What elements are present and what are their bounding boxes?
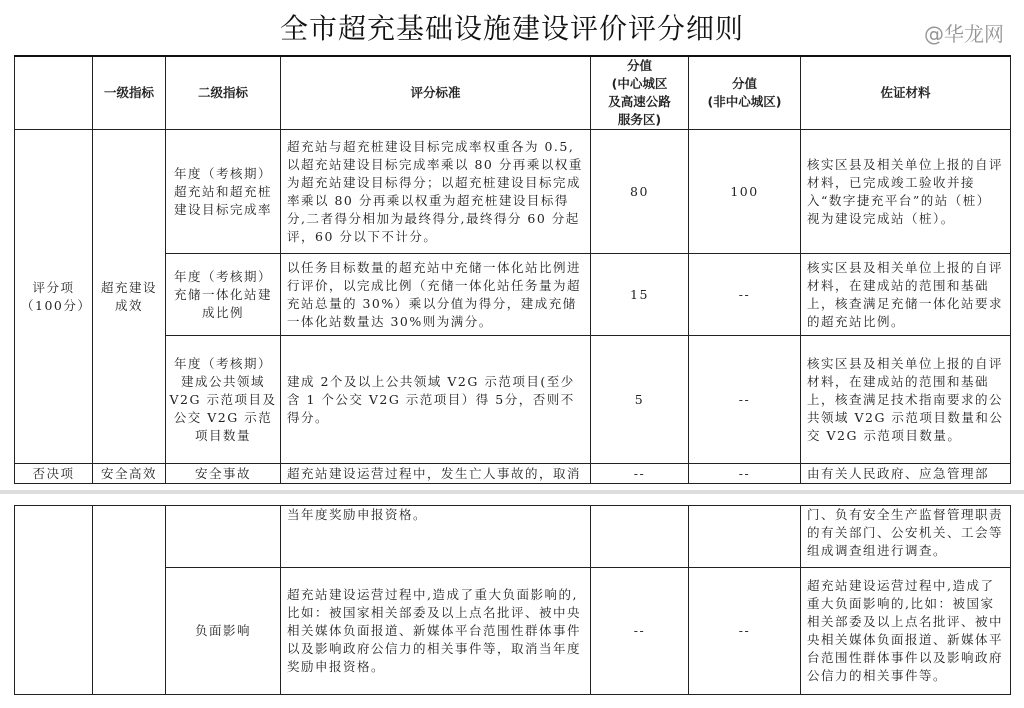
header-criteria: 评分标准 [281,56,591,130]
score-noncentral-cell: 100 [689,130,801,254]
score-noncentral-cell: -- [689,464,801,484]
score-noncentral-cell [689,506,801,568]
level2-cell: 年度（考核期） 建成公共领域 V2G 示范项目及 公交 V2G 示范 项目数量 [166,336,281,464]
level2-cell: 安全事故 [166,464,281,484]
score-noncentral-cell: -- [689,254,801,336]
score-central-cell: -- [591,464,689,484]
page-title: 全市超充基础设施建设评价评分细则 [279,12,744,45]
table-row [15,464,1011,484]
header-category [15,56,93,130]
category-cell-continued [15,506,93,695]
level2-cell-continued [166,506,281,568]
table-row [15,506,1011,568]
header-level1: 一级指标 [93,56,166,130]
page-break [0,490,1024,494]
level2-cell: 年度（考核期） 充储一体化站建 成比例 [166,254,281,336]
header-evidence: 佐证材料 [801,56,1011,130]
criteria-cell: 超充站与超充桩建设目标完成率权重各为 0.5,以超充站建设目标完成率乘以 80 分再乘以权重为超充站建设目标得分；以超充桩建设目标完成率乘以 80 分再乘以权重为超充桩建设目标得分,二者得分相加为最终得分,最终得分 60 分起评，60 分以下不计分。 [281,130,591,254]
table-row [15,130,1011,254]
evidence-cell: 核实区县及相关单位上报的自评材料，在建成站的范围和基础上，核查满足技术指南要求的公共领域 V2G 示范项目数量和公交 V2G 示范项目数量。 [801,336,1011,464]
category-cell: 评分项 （100分） [15,130,93,464]
criteria-cell: 超充站建设运营过程中,造成了重大负面影响的,比如：被国家相关部委及以上点名批评、被中央相关媒体负面报道、新媒体平台范围性群体事件以及影响政府公信力的相关事件等，取消当年度奖励申报资格。 [281,568,591,695]
level1-cell: 超充建设 成效 [93,130,166,464]
criteria-cell: 超充站建设运营过程中，发生亡人事故的，取消 [281,464,591,484]
table-header-row [15,56,1011,130]
watermark: @华龙网 [924,22,1004,46]
level1-cell: 安全高效 [93,464,166,484]
score-central-cell: 80 [591,130,689,254]
score-noncentral-cell: -- [689,568,801,695]
level2-cell: 年度（考核期） 超充站和超充桩 建设目标完成率 [166,130,281,254]
evidence-cell: 门、负有安全生产监督管理职责的有关部门、公安机关、工会等组成调查组进行调查。 [801,506,1011,568]
criteria-cell: 建成 2个及以上公共领域 V2G 示范项目(至少含 1 个公交 V2G 示范项目）得 5分，否则不得分。 [281,336,591,464]
header-level2: 二级指标 [166,56,281,130]
criteria-cell: 以任务目标数量的超充站中充储一体化站比例进行评价，以完成比例（充储一体化站任务量为超充站总量的 30%）乘以分值为得分，建成充储一体化站数量达 30%则为满分。 [281,254,591,336]
score-central-cell: 5 [591,336,689,464]
evidence-cell: 核实区县及相关单位上报的自评材料，已完成竣工验收并接入“数字捷充平台”的站（桩）视为建设完成站（桩）。 [801,130,1011,254]
score-central-cell: -- [591,568,689,695]
evidence-cell: 超充站建设运营过程中,造成了重大负面影响的,比如：被国家相关部委及以上点名批评、被中央相关媒体负面报道、新媒体平台范围性群体事件以及影响政府公信力的相关事件等。 [801,568,1011,695]
evidence-cell: 由有关人民政府、应急管理部 [801,464,1011,484]
scoring-table-page2 [14,505,1011,695]
score-noncentral-cell: -- [689,336,801,464]
score-central-cell: 15 [591,254,689,336]
score-central-cell [591,506,689,568]
criteria-cell: 当年度奖励申报资格。 [281,506,591,568]
level1-cell-continued [93,506,166,695]
header-score-noncentral: 分值 (非中心城区) [689,56,801,130]
scoring-table-page1 [14,55,1011,484]
evidence-cell: 核实区县及相关单位上报的自评材料，在建成站的范围和基础上，核查满足充储一体化站要求的超充站比例。 [801,254,1011,336]
category-cell: 否决项 [15,464,93,484]
level2-cell: 负面影响 [166,568,281,695]
header-score-central: 分值 (中心城区 及高速公路 服务区) [591,56,689,130]
